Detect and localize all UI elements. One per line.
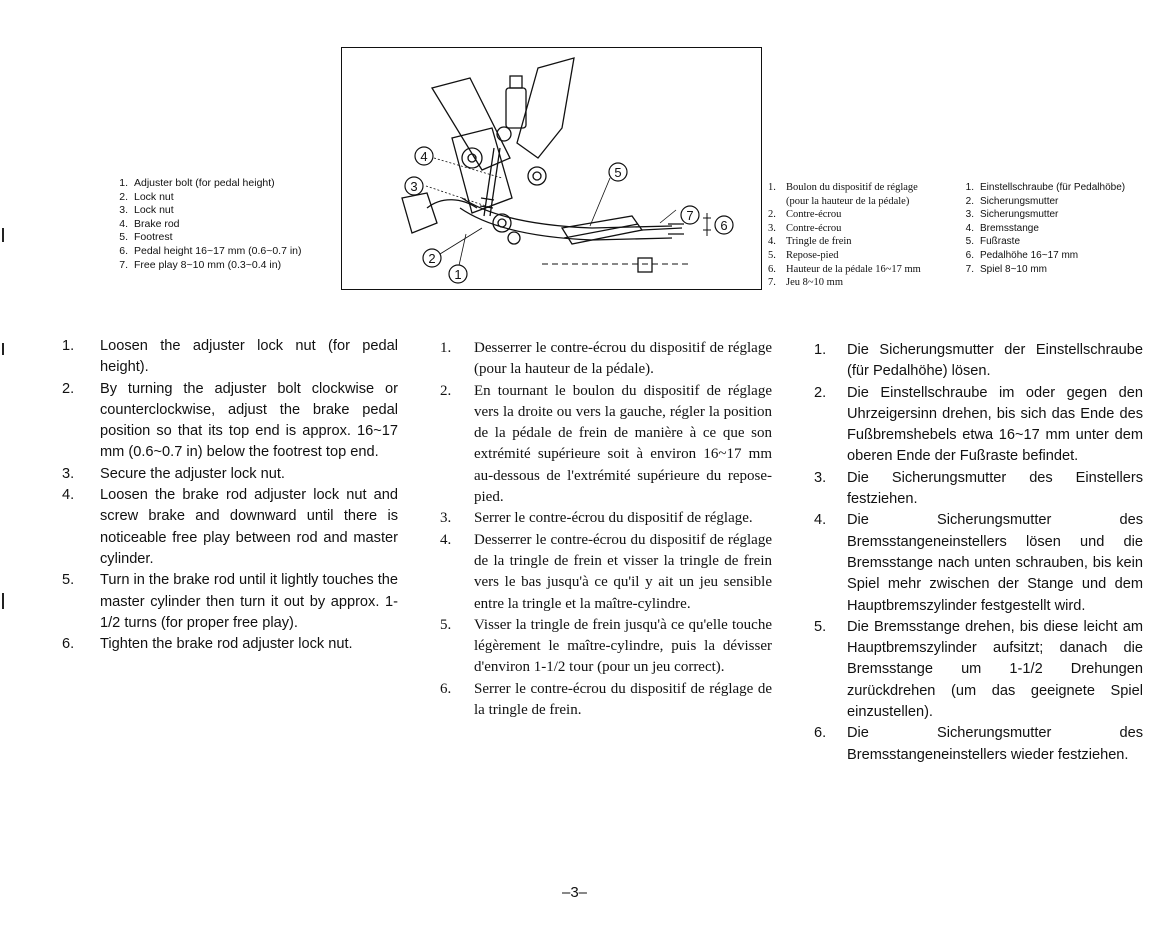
brake-rod <box>490 148 500 216</box>
callout-label: 6 <box>720 218 728 233</box>
step-item <box>814 468 1143 511</box>
step-text: Desserrer le contre-écrou du dispositif de réglage de la tringle de frein et visser la tringle de frein vers le bas jusqu'à ce qu'il y ait un jeu sensible entre la tringle et la maître-cylindre. <box>474 531 772 612</box>
legend-item <box>112 245 342 259</box>
step-text: Loosen the adjuster lock nut (for pedal height). <box>100 338 398 376</box>
step-text: Visser la tringle de frein jusqu'à ce qu'elle touche légèrement le maître-cylindre, puis la dévisser d'environ 1-1/2 tour (pour un jeu correct). <box>474 616 772 676</box>
step-number: 3. <box>814 469 827 486</box>
legend-item <box>768 222 956 236</box>
legend-num: 7. <box>768 277 776 289</box>
margin-mark <box>2 593 4 609</box>
margin-mark <box>2 228 4 242</box>
callout-4 <box>415 147 433 165</box>
legend-text: Lock nut <box>134 204 174 217</box>
legend-text: Footrest <box>134 231 173 244</box>
legend-item <box>958 222 1163 236</box>
step-item <box>62 634 398 655</box>
legend-text: Pedalhöhe 16~17 mm <box>980 249 1079 261</box>
legend-num: 2. <box>119 190 128 203</box>
step-number: 5. <box>440 616 452 633</box>
legend-num: 4. <box>119 217 128 230</box>
legend-text: Contre-écrou <box>786 209 842 221</box>
step-number: 6. <box>440 680 452 697</box>
step-text: By turning the adjuster bolt clockwise or counterclockwise, adjust the brake pedal position so that its top end is approx. 16~17 mm (0.6~0.7 in) below the footrest top end. <box>100 380 398 461</box>
legend-item <box>768 263 956 277</box>
step-item <box>814 723 1143 766</box>
step-text: Secure the adjuster lock nut. <box>100 465 285 482</box>
legend-num: 1. <box>768 182 776 193</box>
legend-text: Boulon du dispositif de réglage <box>786 182 918 193</box>
legend-text: Repose-pied <box>786 249 839 261</box>
step-number: 3. <box>440 510 452 527</box>
legend-item <box>768 208 956 222</box>
step-number: 4. <box>814 512 827 529</box>
step-item <box>814 340 1143 383</box>
step-item <box>814 617 1143 723</box>
step-number: 1. <box>814 342 827 358</box>
callout-label: 3 <box>410 179 418 194</box>
legend-text: Einstellschraube (für Pedalhöbe) <box>980 182 1126 193</box>
legend-item <box>112 204 342 218</box>
figure-box <box>341 47 762 290</box>
step-item <box>440 615 772 679</box>
step-number: 6. <box>814 725 827 742</box>
step-number: 2. <box>814 384 827 401</box>
legend-text: Lock nut <box>134 190 174 203</box>
steps-english <box>62 336 398 655</box>
figure-legend-en <box>112 177 342 272</box>
callout-7 <box>681 206 699 224</box>
legend-text: Free play 8~10 mm (0.3~0.4 in) <box>134 258 282 271</box>
step-text: Turn in the brake rod until it lightly touches the master cylinder then turn it out by approx. 1-1/2 turns (for proper free play). <box>100 572 398 631</box>
legend-text: Sicherungsmutter <box>980 209 1059 221</box>
step-text: Serrer le contre-écrou du dispositif de réglage de la tringle de frein. <box>474 680 772 719</box>
page-number: –3– <box>562 884 588 901</box>
figure-legend-fr <box>768 181 956 290</box>
step-item <box>440 338 772 381</box>
step-item <box>440 381 772 509</box>
callout-2 <box>423 249 441 267</box>
step-text: En tournant le boulon du dispositif de réglage vers la droite ou vers la gauche, régler la position de la pédale de frein de manière à ce que son extrémité supérieure soit à environ 16~17 mm au-dessous de l'extrémité supérieure du repose-pied. <box>474 382 772 506</box>
steps-french <box>440 338 772 721</box>
pivot-bolt <box>462 148 482 168</box>
step-text: Die Sicherungsmutter des Bremsstangeneinstellers wieder festziehen. <box>847 725 1143 763</box>
step-text: Die Sicherungsmutter des Bremsstangeneinstellers lösen und die Bremsstange nach unten schrauben, bis kein Spiel mehr zwischen der Stange und dem Hauptbremszylinder festgestellt wird. <box>847 512 1143 614</box>
step-number: 2. <box>62 380 75 397</box>
callout-3 <box>405 177 423 195</box>
callout-6 <box>715 216 733 234</box>
step-text: Loosen the brake rod adjuster lock nut and screw brake and downward until there is noticeable free play between rod and master cylinder. <box>100 487 398 567</box>
legend-num: 7. <box>965 263 974 275</box>
legend-text: Brake rod <box>134 217 180 230</box>
step-number: 2. <box>440 382 452 399</box>
step-item <box>440 508 772 529</box>
legend-num: 6. <box>965 249 974 261</box>
step-item <box>62 485 398 570</box>
step-item <box>62 464 398 485</box>
legend-num: 5. <box>768 249 776 261</box>
step-item <box>440 530 772 615</box>
legend-num: 3. <box>965 209 974 221</box>
step-number: 1. <box>440 340 452 356</box>
legend-text: Adjuster bolt (for pedal height) <box>134 177 275 189</box>
legend-item-continued: (pour la hauteur de la pédale) <box>786 195 910 207</box>
legend-text: Hauteur de la pédale 16~17 mm <box>786 263 921 275</box>
step-item <box>62 379 398 464</box>
step-number: 5. <box>814 618 827 635</box>
legend-item <box>958 235 1163 249</box>
step-item <box>440 679 772 722</box>
legend-item <box>112 191 342 205</box>
legend-item <box>768 249 956 263</box>
figure-legend-de <box>958 181 1163 276</box>
callout-1 <box>449 265 467 283</box>
legend-num: 2. <box>768 209 776 221</box>
legend-item <box>958 263 1163 277</box>
step-text: Serrer le contre-écrou du dispositif de réglage. <box>474 510 753 527</box>
step-number: 6. <box>62 636 75 653</box>
legend-num: 4. <box>965 222 974 234</box>
legend-num: 4. <box>768 236 776 248</box>
callout-label: 7 <box>686 208 694 223</box>
steps-german <box>814 340 1143 766</box>
brake-pedal-diagram <box>342 48 760 288</box>
legend-text: Jeu 8~10 mm <box>786 277 844 289</box>
legend-text: Fußraste <box>980 236 1021 248</box>
legend-item <box>112 259 342 273</box>
step-item <box>62 570 398 634</box>
step-text: Die Einstellschraube im oder gegen den Uhrzeigersinn drehen, bis sich das Ende des Fußbremshebels etwa 16~17 mm unter dem oberen Ende der Fußraste befindet. <box>847 384 1143 465</box>
legend-num: 1. <box>119 177 128 189</box>
legend-num: 7. <box>119 258 128 271</box>
step-number: 3. <box>62 465 75 482</box>
legend-num: 2. <box>965 195 974 207</box>
legend-text: Tringle de frein <box>786 236 852 248</box>
legend-text: Sicherungsmutter <box>980 195 1059 207</box>
step-text: Die Sicherungsmutter des Einstellers festziehen. <box>847 469 1143 508</box>
step-item <box>814 510 1143 616</box>
step-text: Desserrer le contre-écrou du dispositif de réglage (pour la hauteur de la pédale). <box>474 340 772 378</box>
legend-num: 1. <box>965 182 974 193</box>
step-text: Die Bremsstange drehen, bis diese leicht am Hauptbremszylinder aufsitzt; danach die Bremsstange um 1-1/2 Drehungen zurückdrehen (um das geeignete Spiel einzustellen). <box>847 618 1143 721</box>
callout-label: 1 <box>454 267 462 282</box>
pivot-bolt <box>528 167 546 185</box>
step-number: 4. <box>440 531 452 548</box>
legend-item <box>768 181 956 195</box>
margin-mark <box>2 343 4 355</box>
step-number: 5. <box>62 572 75 589</box>
step-item <box>814 383 1143 468</box>
callout-5 <box>609 163 627 181</box>
legend-num: 3. <box>119 204 128 217</box>
legend-num: 5. <box>965 236 974 248</box>
legend-item <box>958 208 1163 222</box>
step-number: 1. <box>62 338 75 354</box>
legend-text: Pedal height 16~17 mm (0.6~0.7 in) <box>134 244 302 257</box>
legend-num: 6. <box>119 244 128 257</box>
legend-item <box>112 231 342 245</box>
legend-num: 6. <box>768 263 776 275</box>
legend-item <box>958 249 1163 263</box>
callout-label: 2 <box>428 251 436 266</box>
step-item <box>62 336 398 379</box>
legend-item <box>958 181 1163 195</box>
step-text: Die Sicherungsmutter der Einstellschraube (für Pedalhöhe) lösen. <box>847 342 1143 380</box>
legend-text: Spiel 8~10 mm <box>980 263 1047 275</box>
callout-label: 5 <box>614 165 622 180</box>
callout-label: 4 <box>420 149 428 164</box>
legend-item <box>768 235 956 249</box>
legend-text: Bremsstange <box>980 222 1039 234</box>
legend-item <box>958 195 1163 209</box>
legend-num: 5. <box>119 231 128 244</box>
legend-num: 3. <box>768 222 776 234</box>
legend-text: Contre-écrou <box>786 222 842 234</box>
step-number: 4. <box>62 487 75 504</box>
legend-item <box>112 218 342 232</box>
step-text: Tighten the brake rod adjuster lock nut. <box>100 636 353 653</box>
legend-item <box>112 177 342 191</box>
legend-item <box>768 276 956 290</box>
